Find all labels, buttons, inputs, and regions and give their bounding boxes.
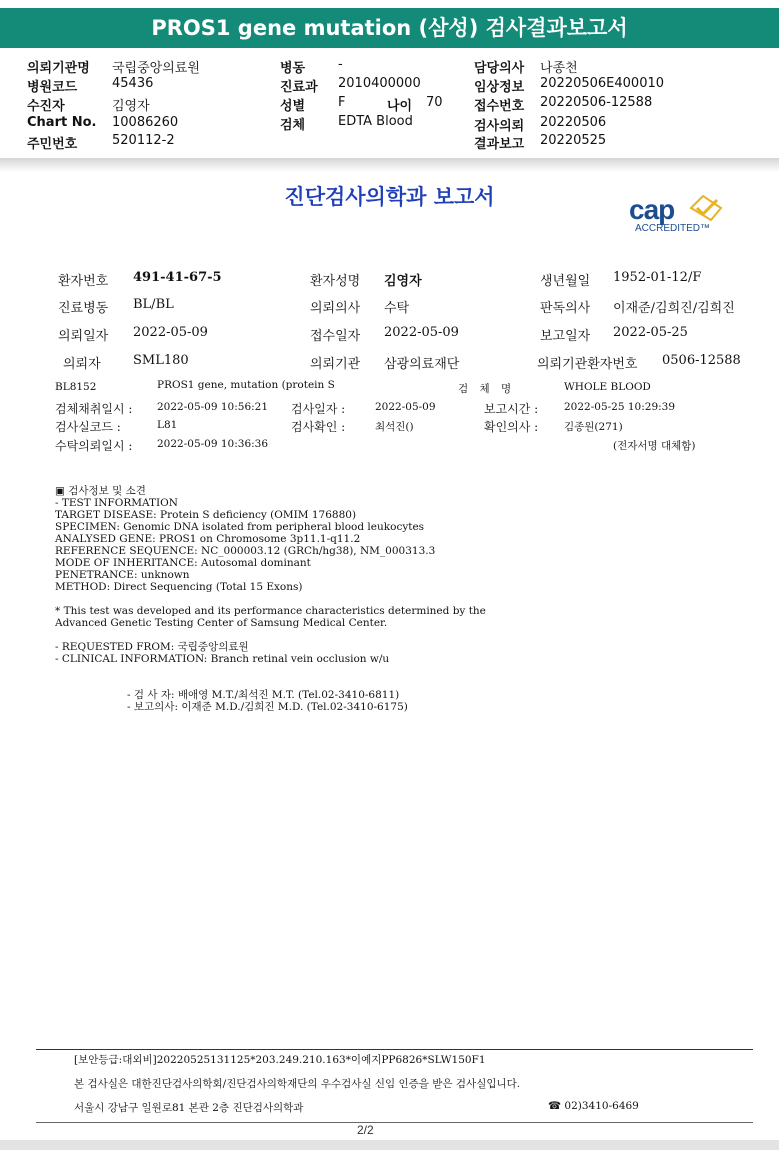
info-staff: - 보고의사: 이재준 M.D./김희진 M.D. (Tel.02-3410-6175) xyxy=(127,701,408,713)
patient-label: 의뢰일자 xyxy=(58,329,109,344)
header-value: EDTA Blood xyxy=(338,114,413,129)
section-divider xyxy=(0,158,779,172)
header-label: 성별 xyxy=(280,99,306,114)
cap-logo-sub: ACCREDITED™ xyxy=(635,223,711,234)
security-line: [보안등급:대외비]20220525131125*203.249.210.163*이예지PP6826*SLW150F1 xyxy=(74,1054,486,1066)
footer-divider xyxy=(36,1049,753,1050)
patient-label: 의뢰기관 xyxy=(310,357,361,372)
patient-number: 491-41-67-5 xyxy=(133,270,222,285)
header-value: 2010400000 xyxy=(338,76,421,91)
info-note: * This test was developed and its performance characteristics determined by the xyxy=(55,605,486,617)
header-value: 20220506 xyxy=(540,115,607,130)
header-value: 20220506E400010 xyxy=(540,76,665,91)
test-value: 2022-05-09 10:56:21 xyxy=(157,401,269,413)
patient-value: 2022-05-25 xyxy=(613,325,688,340)
patient-value: 0506-12588 xyxy=(662,353,741,368)
header-value: 20220525 xyxy=(540,133,607,148)
patient-label: 생년월일 xyxy=(540,274,591,289)
patient-label: 접수일자 xyxy=(310,329,361,344)
patient-label: 환자성명 xyxy=(310,274,361,289)
patient-label: 의뢰자 xyxy=(63,357,101,372)
patient-label: 진료병동 xyxy=(58,301,109,316)
header-value: - xyxy=(338,57,343,72)
patient-label: 환자번호 xyxy=(58,274,109,289)
header-value: 20220506-12588 xyxy=(540,95,653,110)
certification-text: 본 검사실은 대한진단검사의학회/진단검사의학재단의 우수검사실 신임 인증을 받은 검사실입니다. xyxy=(74,1078,521,1090)
test-value: 2022-05-09 xyxy=(375,401,436,413)
page-bottom-band xyxy=(0,1140,779,1150)
specimen-value: WHOLE BLOOD xyxy=(564,381,651,393)
header-label: 접수번호 xyxy=(474,99,525,114)
test-value: 2022-05-09 10:36:36 xyxy=(157,438,269,450)
test-label: 검사확인 : xyxy=(291,420,346,434)
cap-check-icon xyxy=(685,192,725,222)
info-staff: - 검 사 자: 배애영 M.T./최석진 M.T. (Tel.02-3410-6811) xyxy=(127,689,400,701)
header-label: 검체 xyxy=(280,118,306,133)
header-label: 담당의사 xyxy=(474,61,525,76)
patient-value: 2022-05-09 xyxy=(384,325,459,340)
patient-value: 수탁 xyxy=(384,301,410,316)
info-line: METHOD: Direct Sequencing (Total 15 Exons) xyxy=(55,581,303,593)
header-value: 김영자 xyxy=(112,99,150,114)
info-line: TARGET DISEASE: Protein S deficiency (OMIM 176880) xyxy=(55,509,357,521)
header-value: 45436 xyxy=(112,76,154,91)
info-line: SPECIMEN: Genomic DNA isolated from peripheral blood leukocytes xyxy=(55,521,425,533)
cap-accredited-logo xyxy=(627,192,727,238)
cap-logo-word: cap xyxy=(629,194,675,225)
specimen-label: 검 체 명 xyxy=(458,383,512,395)
header-value: 국립중앙의료원 xyxy=(112,61,200,76)
test-value: 김종원(271) xyxy=(564,421,623,433)
patient-label: 의뢰의사 xyxy=(310,301,361,316)
header-label: 주민번호 xyxy=(27,137,78,152)
patient-value: BL/BL xyxy=(133,297,174,312)
info-line: - TEST INFORMATION xyxy=(55,497,178,509)
header-label: 진료과 xyxy=(280,80,318,95)
lab-phone: ☎ 02)3410-6469 xyxy=(548,1100,639,1112)
patient-value: 이재준/김희진/김희진 xyxy=(613,301,735,316)
test-label: 수탁의뢰일시 : xyxy=(55,439,133,453)
header-label: 수진자 xyxy=(27,99,65,114)
header-value: 70 xyxy=(426,95,443,110)
test-label: 검사실코드 : xyxy=(55,420,121,434)
patient-label: 보고일자 xyxy=(540,329,591,344)
header-value: F xyxy=(338,95,346,110)
patient-value: 1952-01-12/F xyxy=(613,270,702,285)
info-line: REFERENCE SEQUENCE: NC_000003.12 (GRCh/hg38), NM_000313.3 xyxy=(55,545,436,557)
lab-address: 서울시 강남구 일원로81 본관 2층 진단검사의학과 xyxy=(74,1102,304,1114)
test-label: 검사일자 : xyxy=(291,402,346,416)
header-value: 520112-2 xyxy=(112,133,175,148)
info-clinical: - CLINICAL INFORMATION: Branch retinal vein occlusion w/u xyxy=(55,653,390,665)
header-label: 병원코드 xyxy=(27,80,78,95)
header-value: 나종천 xyxy=(540,61,578,76)
info-line: MODE OF INHERITANCE: Autosomal dominant xyxy=(55,557,311,569)
test-label: 보고시간 : xyxy=(484,402,539,416)
esign-note: (전자서명 대체함) xyxy=(613,440,696,452)
test-code: BL8152 xyxy=(55,381,97,393)
info-note: Advanced Genetic Testing Center of Samsung Medical Center. xyxy=(55,617,388,629)
header-label: 결과보고 xyxy=(474,137,525,152)
patient-value: 삼광의료재단 xyxy=(384,357,460,372)
footer-divider xyxy=(36,1122,753,1123)
header-label: 나이 xyxy=(387,99,413,114)
patient-label: 의뢰기관환자번호 xyxy=(537,357,638,372)
test-value: 최석진() xyxy=(375,421,414,433)
patient-value: 2022-05-09 xyxy=(133,325,208,340)
info-requested: - REQUESTED FROM: 국립중앙의료원 xyxy=(55,641,249,653)
test-label: 확인의사 : xyxy=(484,420,539,434)
banner-title: PROS1 gene mutation (삼성) 검사결과보고서 xyxy=(151,16,628,40)
info-line: ANALYSED GENE: PROS1 on Chromosome 3p11.1-q11.2 xyxy=(55,533,361,545)
test-name: PROS1 gene, mutation (protein S xyxy=(157,379,335,391)
info-line: PENETRANCE: unknown xyxy=(55,569,190,581)
info-heading: ▣ 검사정보 및 소견 xyxy=(55,485,146,497)
test-value: 2022-05-25 10:29:39 xyxy=(564,401,676,413)
header-label: 의뢰기관명 xyxy=(27,61,90,76)
patient-value: SML180 xyxy=(133,353,189,368)
header-label: Chart No. xyxy=(27,115,97,130)
patient-name: 김영자 xyxy=(384,274,422,289)
header-value: 10086260 xyxy=(112,115,179,130)
patient-label: 판독의사 xyxy=(540,301,591,316)
header-label: 병동 xyxy=(280,61,306,76)
header-label: 임상정보 xyxy=(474,80,525,95)
page-number: 2/2 xyxy=(357,1123,374,1137)
report-title: 진단검사의학과 보고서 xyxy=(284,185,495,209)
test-label: 검체채취일시 : xyxy=(55,402,133,416)
header-label: 검사의뢰 xyxy=(474,119,525,134)
test-value: L81 xyxy=(157,419,178,431)
